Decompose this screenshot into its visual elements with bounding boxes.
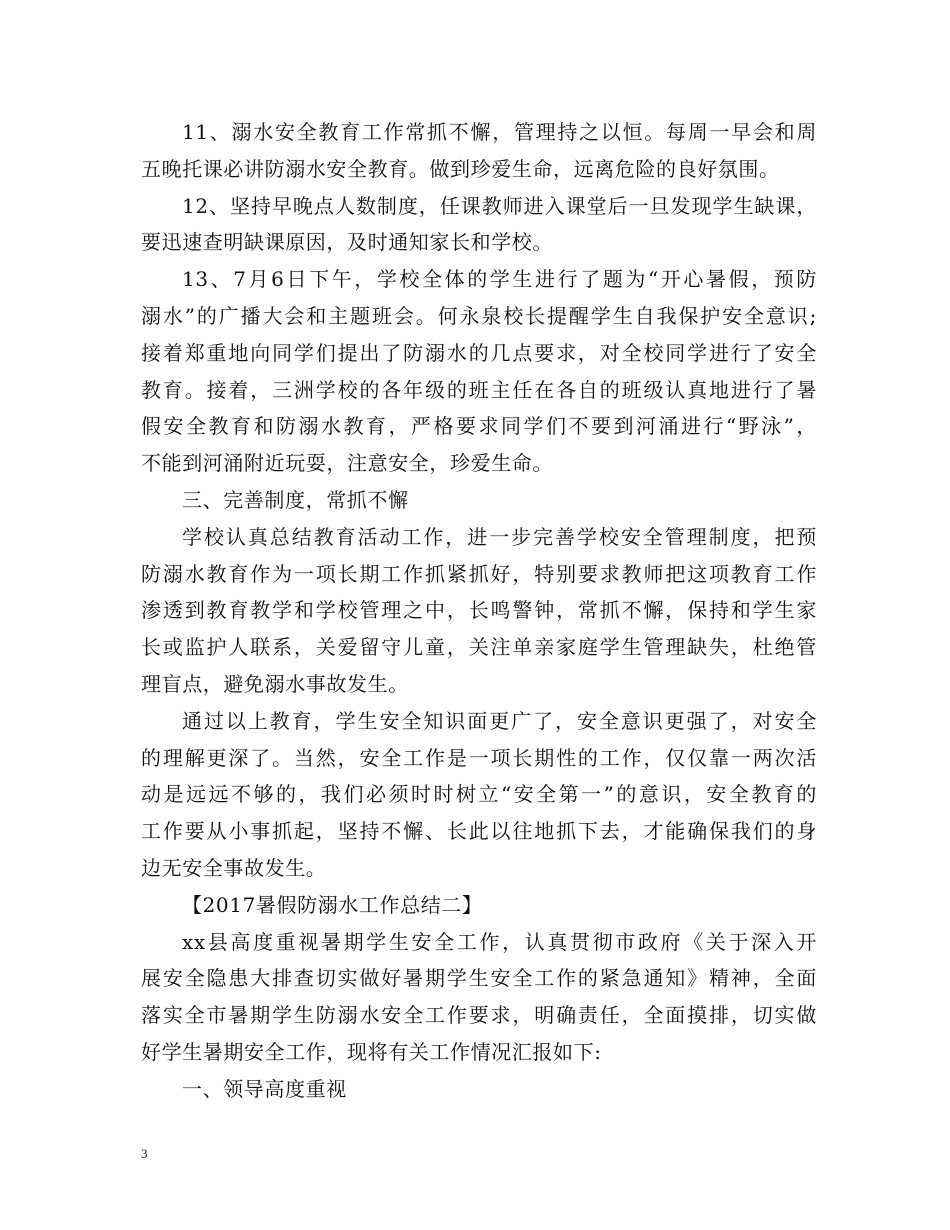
- text-line: 的理解更深了。当然，安全工作是一项长期性的工作，仅仅靠一两次活: [141, 745, 817, 770]
- page-number: 3: [141, 1146, 148, 1161]
- text-line: 落实全市暑期学生防溺水安全工作要求，明确责任，全面摸排，切实做: [141, 1003, 817, 1028]
- text-line: 五晚托课必讲防溺水安全教育。做到珍爱生命，远离危险的良好氛围。: [141, 156, 780, 181]
- text-line: 长或监护人联系，关爱留守儿童，关注单亲家庭学生管理缺失，杜绝管: [141, 635, 817, 660]
- text-line: xx县高度重视暑期学生安全工作，认真贯彻市政府《关于深入开: [182, 929, 817, 954]
- text-line: 动是远远不够的，我们必须时时树立“安全第一”的意识，安全教育的: [141, 782, 817, 807]
- text-line: 边无安全事故发生。: [141, 855, 327, 880]
- text-line: 13、7月6日下午，学校全体的学生进行了题为“开心暑假，预防: [182, 267, 817, 292]
- text-line: 不能到河涌附近玩耍，注意安全，珍爱生命。: [141, 451, 553, 476]
- text-line: 学校认真总结教育活动工作，进一步完善学校安全管理制度，把预: [182, 524, 817, 549]
- text-line: 通过以上教育，学生安全知识面更广了，安全意识更强了，对安全: [182, 708, 817, 733]
- text-line: 工作要从小事抓起，坚持不懈、长此以往地抓下去，才能确保我们的身: [141, 819, 817, 844]
- text-line: 好学生暑期安全工作，现将有关工作情况汇报如下:: [141, 1039, 602, 1064]
- text-line: 接着郑重地向同学们提出了防溺水的几点要求，对全校同学进行了安全: [141, 340, 817, 365]
- text-line: 12、坚持早晚点人数制度，任课教师进入课堂后一旦发现学生缺课，: [182, 193, 817, 218]
- text-line: 一、领导高度重视: [182, 1076, 347, 1101]
- text-line: 假安全教育和防溺水教育，严格要求同学们不要到河涌进行“野泳”，: [141, 414, 817, 439]
- text-line: 溺水”的广播大会和主题班会。何永泉校长提醒学生自我保护安全意识;: [141, 303, 817, 328]
- text-line: 要迅速查明缺课原因，及时通知家长和学校。: [141, 230, 553, 255]
- text-line: 11、溺水安全教育工作常抓不懈，管理持之以恒。每周一早会和周: [182, 120, 817, 144]
- text-line: 【2017暑假防溺水工作总结二】: [182, 892, 483, 917]
- text-line: 展安全隐患大排查切实做好暑期学生安全工作的紧急通知》精神，全面: [141, 966, 817, 991]
- document-body: [141, 114, 817, 1108]
- text-line: 三、完善制度，常抓不懈: [182, 487, 409, 512]
- text-line: 防溺水教育作为一项长期工作抓紧抓好，特别要求教师把这项教育工作: [141, 561, 817, 586]
- text-line: 教育。接着，三洲学校的各年级的班主任在各自的班级认真地进行了暑: [141, 377, 817, 402]
- text-line: 理盲点，避免溺水事故发生。: [141, 671, 409, 696]
- text-line: 渗透到教育教学和学校管理之中，长鸣警钟，常抓不懈，保持和学生家: [141, 598, 817, 623]
